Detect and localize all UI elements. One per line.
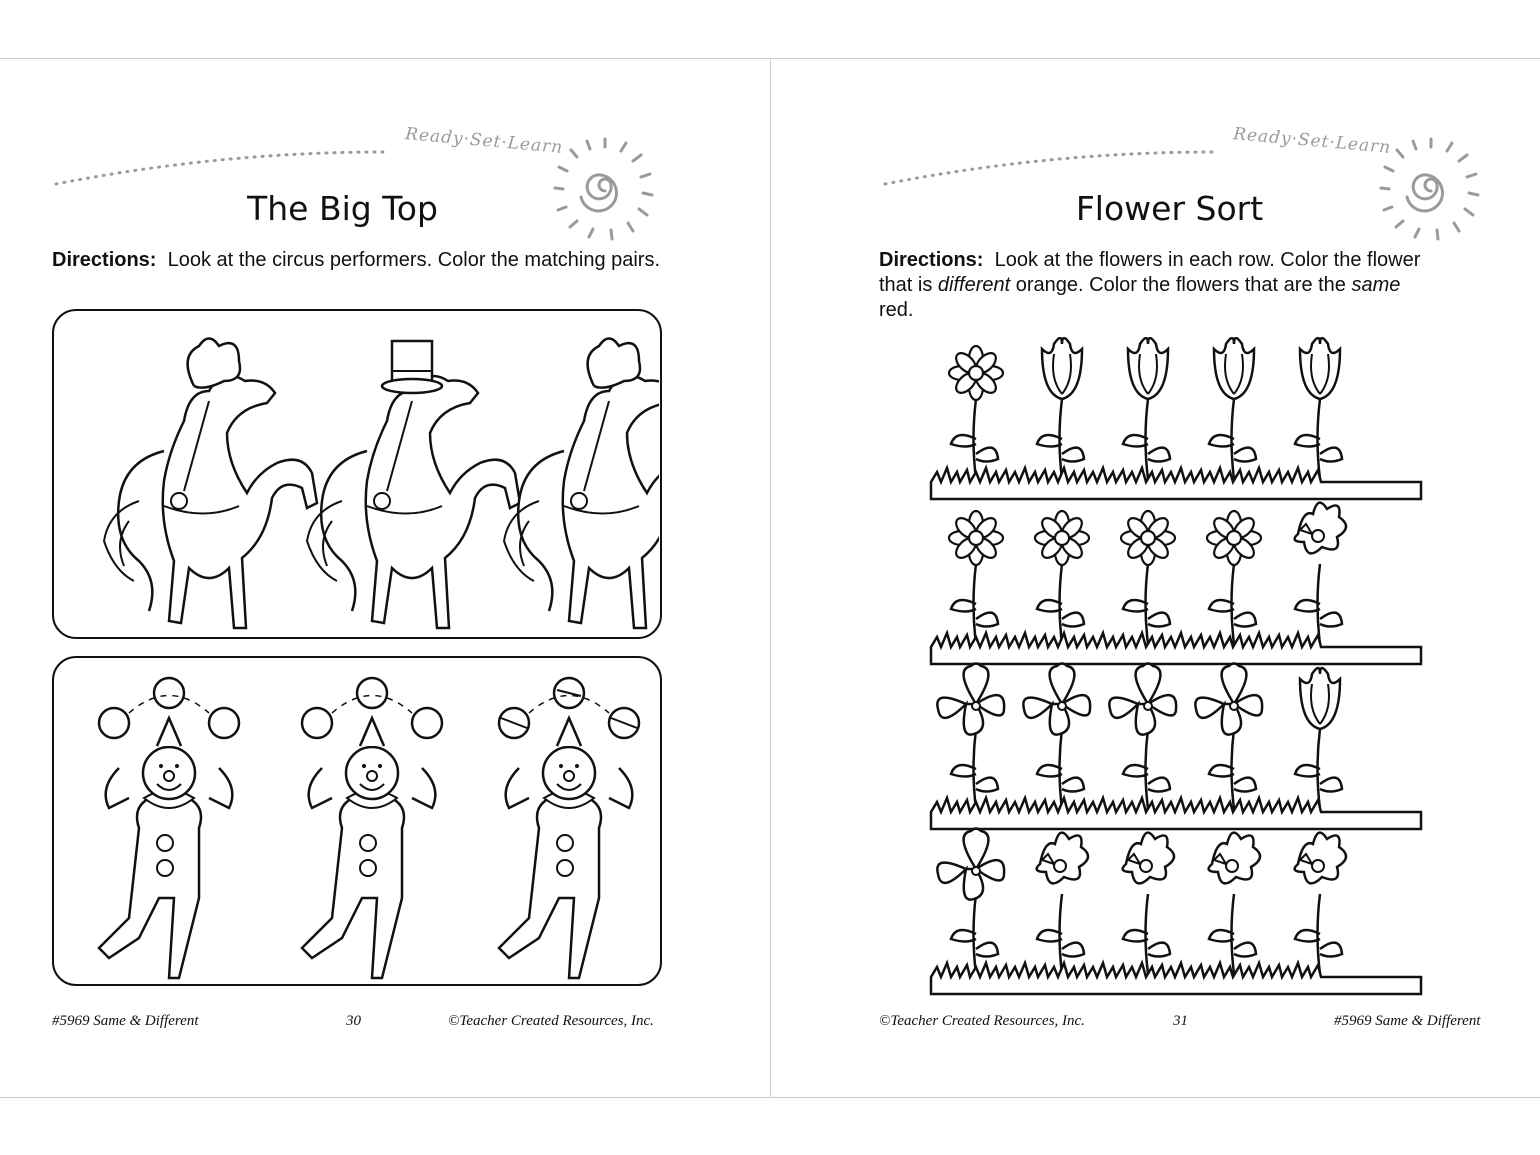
- directions-text-2: orange. Color the flowers that are the: [1010, 274, 1352, 296]
- page-title: Flower Sort: [1075, 189, 1264, 228]
- clown-illustrations: [54, 658, 659, 983]
- grass-strip: [931, 633, 1421, 664]
- horse-top-hat: [307, 341, 520, 628]
- clown-panel: [52, 656, 662, 986]
- daisy-flower: [949, 346, 1003, 479]
- clown-juggler-3: [499, 678, 639, 978]
- page-number: 31: [1173, 1013, 1188, 1029]
- pansy-flower: [1109, 664, 1176, 810]
- directions-text: Look at the circus performers. Color the matching pairs.: [167, 249, 661, 271]
- grass-strip: [931, 963, 1421, 994]
- directions-text-1: Look at the flowers in each row. Color the flower that is: [879, 249, 1421, 296]
- directions: [879, 248, 1439, 323]
- page-title: The Big Top: [247, 189, 438, 228]
- book-spread: [0, 58, 1540, 1098]
- page-number: 30: [346, 1013, 361, 1029]
- dotted-arc: [879, 144, 1219, 189]
- left-page: [0, 59, 770, 1097]
- directions-text-3: red.: [879, 299, 914, 321]
- daffodil-flower: [1295, 833, 1346, 974]
- clown-juggler-1: [99, 678, 239, 978]
- clown-juggler-2: [302, 678, 442, 978]
- directions-label: Directions:: [879, 249, 984, 271]
- flower-row-1: [931, 338, 1421, 499]
- tulip-flower: [1295, 338, 1342, 479]
- flower-row-2: [931, 503, 1421, 664]
- flower-row-4: [931, 829, 1421, 995]
- brand-label: Ready·Set·Learn: [1232, 124, 1392, 158]
- tulip-flower: [1037, 338, 1084, 479]
- horse-panel: [52, 309, 662, 639]
- pansy-flower: [1023, 664, 1090, 810]
- daisy-flower: [1035, 511, 1089, 644]
- daffodil-flower: [1123, 833, 1174, 974]
- pansy-flower: [937, 664, 1004, 810]
- daffodil-flower: [1209, 833, 1260, 974]
- daisy-flower: [1121, 511, 1175, 644]
- flower-row-3: [931, 664, 1421, 830]
- directions-label: Directions:: [52, 249, 157, 271]
- grass-strip: [931, 798, 1421, 829]
- daffodil-flower: [1295, 503, 1346, 644]
- horse-illustrations: [54, 311, 659, 636]
- tulip-flower: [1209, 338, 1256, 479]
- grass-strip: [931, 468, 1421, 499]
- horse-plume-2: [504, 339, 659, 629]
- daisy-flower: [949, 511, 1003, 644]
- tulip-flower: [1295, 668, 1342, 809]
- tulip-flower: [1123, 338, 1170, 479]
- flower-rows: [926, 337, 1436, 1007]
- brand-label: Ready·Set·Learn: [404, 124, 564, 158]
- directions-emphasis-different: different: [937, 274, 1011, 296]
- pansy-flower: [937, 829, 1004, 975]
- right-page: [771, 59, 1540, 1097]
- footer-book-code: #5969 Same & Different: [52, 1013, 199, 1029]
- horse-plume-1: [104, 339, 317, 629]
- daisy-flower: [1207, 511, 1261, 644]
- pansy-flower: [1195, 664, 1262, 810]
- directions: [52, 248, 672, 273]
- footer-copyright: ©Teacher Created Resources, Inc.: [448, 1013, 654, 1029]
- footer-copyright: ©Teacher Created Resources, Inc.: [879, 1013, 1085, 1029]
- directions-emphasis-same: same: [1351, 274, 1401, 296]
- dotted-arc: [50, 144, 390, 189]
- daffodil-flower: [1037, 833, 1088, 974]
- footer-book-code: #5969 Same & Different: [1334, 1013, 1481, 1029]
